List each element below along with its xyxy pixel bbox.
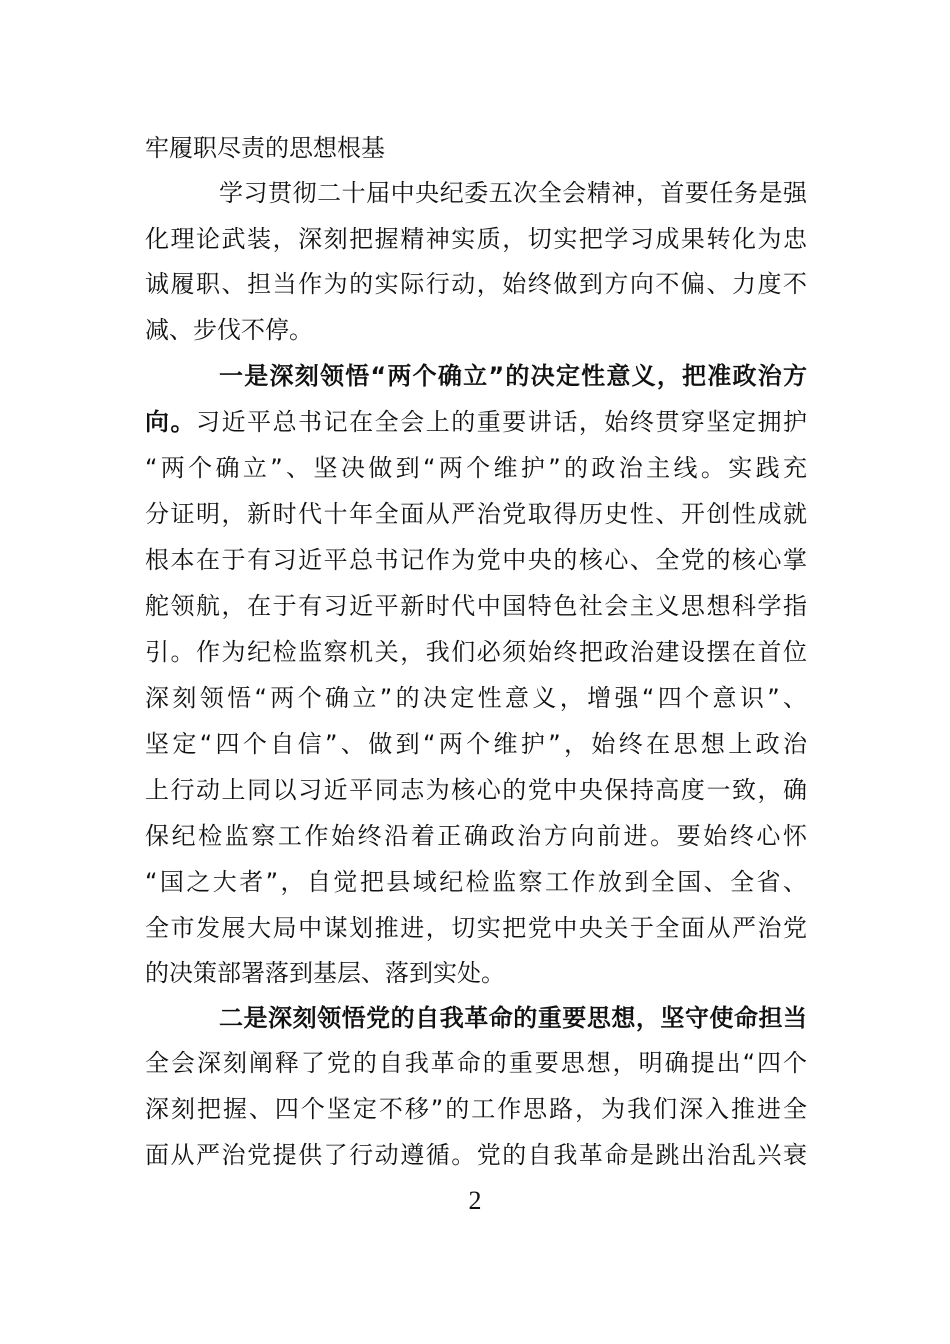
text-line xyxy=(145,402,807,442)
text-line xyxy=(145,586,807,626)
text-segment: “国之大者”，自觉把县域纪检监察工作放到全国、全省、 xyxy=(145,868,807,896)
text-line xyxy=(145,540,807,580)
text-segment: 诚履职、担当作为的实际行动，始终做到方向不偏、力度不 xyxy=(145,270,807,298)
text-line xyxy=(145,448,807,488)
text-line xyxy=(145,1043,807,1083)
text-segment: 全市发展大局中谋划推进，切实把党中央关于全面从严治党 xyxy=(145,914,807,942)
text-segment: 学习贯彻二十届中央纪委五次全会精神，首要任务是强 xyxy=(219,179,807,207)
text-line xyxy=(145,264,807,304)
text-line xyxy=(145,770,807,810)
text-line xyxy=(145,816,807,856)
bold-heading: 二是深刻领悟党的自我革命的重要思想，坚守使命担当 xyxy=(219,1004,807,1032)
text-line xyxy=(145,1135,807,1175)
text-segment: 坚定“四个自信”、做到“两个维护”，始终在思想上政治 xyxy=(145,730,807,758)
text-segment: 舵领航，在于有习近平新时代中国特色社会主义思想科学指 xyxy=(145,592,807,620)
text-line xyxy=(145,724,807,764)
text-line xyxy=(145,310,807,350)
text-segment: 化理论武装，深刻把握精神实质，切实把学习成果转化为忠 xyxy=(145,225,807,253)
text-segment: 习近平总书记在全会上的重要讲话，始终贯穿坚定拥护 xyxy=(196,408,808,436)
page-number: 2 xyxy=(468,1186,482,1215)
text-segment: 深刻领悟“两个确立”的决定性意义，增强“四个意识”、 xyxy=(145,684,807,712)
text-segment: “两个确立”、坚决做到“两个维护”的政治主线。实践充 xyxy=(145,454,807,482)
text-line xyxy=(145,678,807,718)
text-line xyxy=(145,1089,807,1129)
bold-heading: 向。 xyxy=(145,408,197,436)
text-segment: 根本在于有习近平总书记作为党中央的核心、全党的核心掌 xyxy=(145,546,807,574)
heading-line xyxy=(219,998,807,1038)
text-segment: 牢履职尽责的思想根基 xyxy=(145,134,385,162)
text-segment: 面从严治党提供了行动遵循。党的自我革命是跳出治乱兴衰 xyxy=(145,1141,807,1169)
text-line xyxy=(145,862,807,902)
text-line xyxy=(145,219,807,259)
heading-line xyxy=(219,356,807,396)
text-segment: 上行动上同以习近平同志为核心的党中央保持高度一致，确 xyxy=(145,776,807,804)
text-segment: 引。作为纪检监察机关，我们必须始终把政治建设摆在首位 xyxy=(145,638,807,666)
text-line xyxy=(145,953,807,993)
text-segment: 深刻把握、四个坚定不移”的工作思路，为我们深入推进全 xyxy=(145,1095,807,1123)
text-segment: 全会深刻阐释了党的自我革命的重要思想，明确提出“四个 xyxy=(145,1049,807,1077)
text-line xyxy=(145,908,807,948)
bold-heading: 一是深刻领悟“两个确立”的决定性意义，把准政治方 xyxy=(219,362,807,390)
text-segment: 分证明，新时代十年全面从严治党取得历史性、开创性成就 xyxy=(145,500,807,528)
text-line xyxy=(219,173,807,213)
text-segment: 减、步伐不停。 xyxy=(145,316,313,344)
text-line xyxy=(145,632,807,672)
text-line xyxy=(145,128,807,168)
text-line xyxy=(145,494,807,534)
text-segment: 保纪检监察工作始终沿着正确政治方向前进。要始终心怀 xyxy=(145,822,807,850)
text-segment: 的决策部署落到基层、落到实处。 xyxy=(145,959,505,987)
